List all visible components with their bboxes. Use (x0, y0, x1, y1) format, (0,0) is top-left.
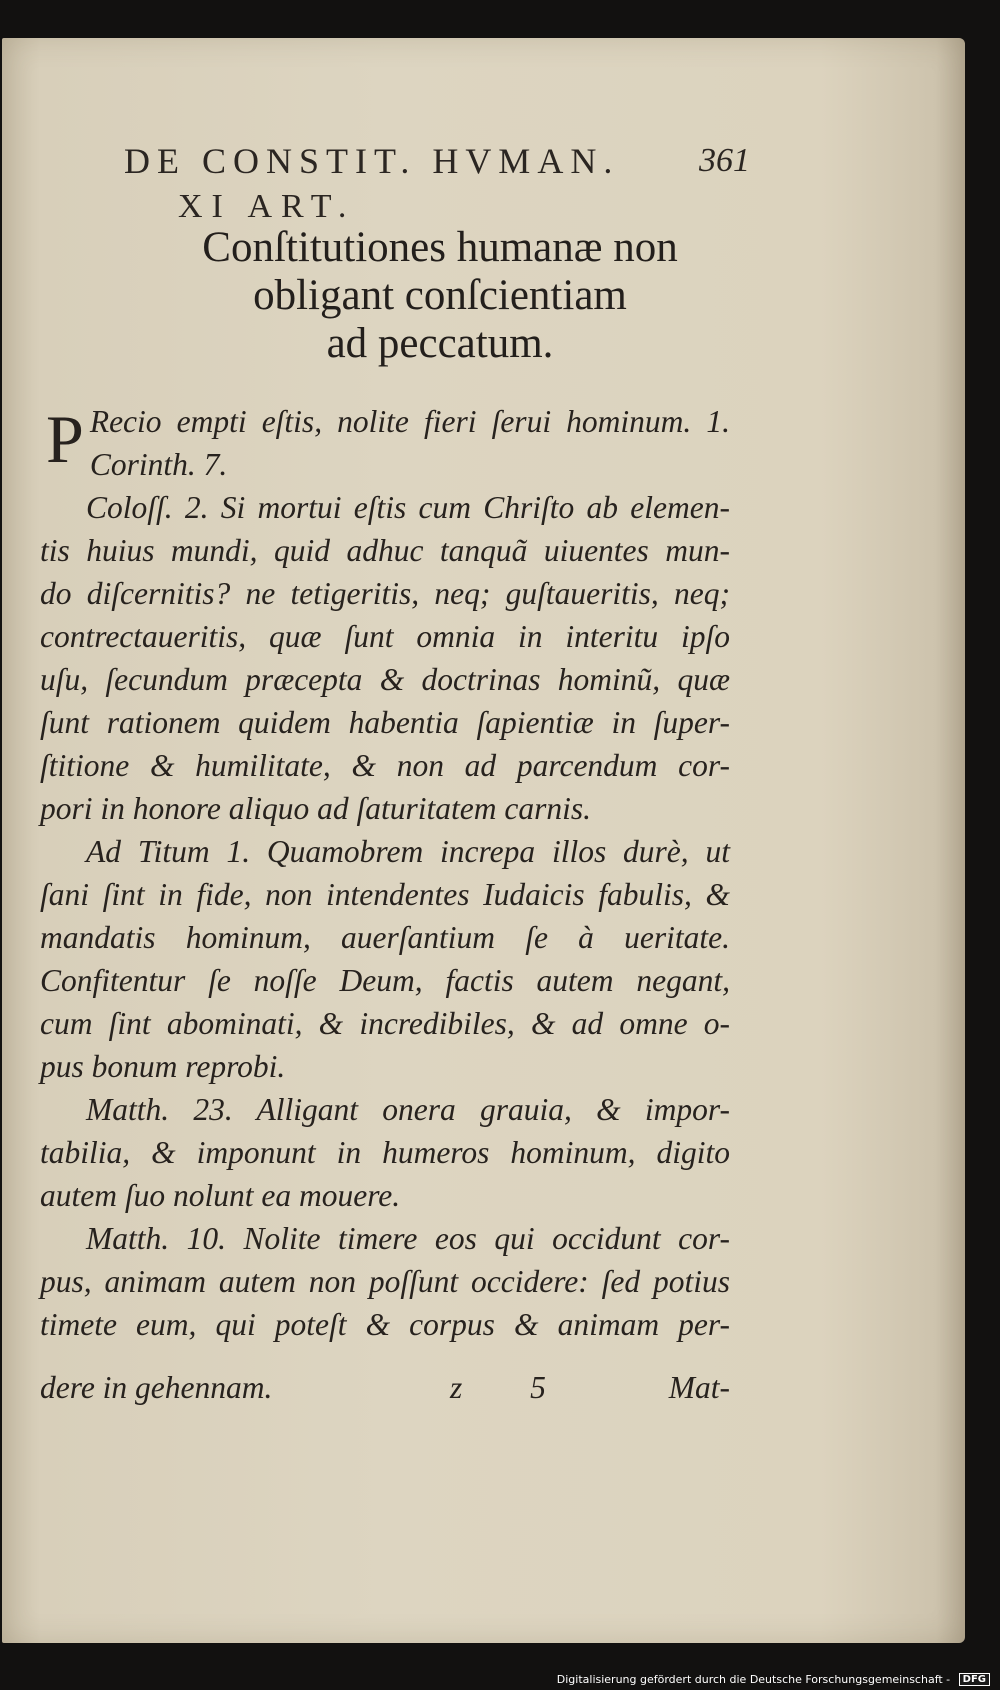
article-title (80, 224, 800, 368)
title-line: obligant conſcientiam (253, 272, 627, 319)
text-line: Coloſſ. 2. Si mortui eſtis cum Chriſto ab elemen- (86, 490, 730, 525)
text-line: Recio empti eſtis, nolite fieri ſerui hominum. 1. (89, 404, 730, 439)
text-line: contrectaueritis, quæ ſunt omnia in interitu ipſo (40, 619, 730, 654)
text-line: timete eum, qui poteſt & corpus & animam per- (40, 1307, 730, 1342)
signature-mark: z 5 (450, 1370, 576, 1405)
paragraph-3 (40, 830, 730, 873)
text-line: ſtitione & humilitate, & non ad parcendum cor- (40, 748, 730, 783)
text-line: Ad Titum 1. Quamobrem increpa illos durè, ut (86, 834, 730, 869)
credit-text: Digitalisierung gefördert durch die Deutsche Forschungsgemeinschaft - (556, 1672, 951, 1686)
catchword: Mat- (668, 1370, 730, 1405)
text-line: cum ſint abominati, & incredibiles, & ad omne o- (40, 1006, 730, 1041)
text-line: mandatis hominum, auerſantium ſe à ueritate. (40, 920, 730, 955)
text-line: Confitentur ſe noſſe Deum, factis autem negant, (40, 963, 730, 998)
text-line: Corinth. 7. (89, 447, 228, 482)
text-line: tis huius mundi, quid adhuc tanquã uiuentes mun- (40, 533, 730, 568)
paragraph-5-cont (40, 1260, 730, 1346)
text-line: Matth. 23. Alligant onera grauia, & impor- (86, 1092, 730, 1127)
text-line: uſu, ſecundum præcepta & doctrinas hominũ, quæ (40, 662, 730, 697)
text-line: Matth. 10. Nolite timere eos qui occidunt cor- (86, 1221, 730, 1256)
paragraph-4-cont (40, 1131, 730, 1217)
text-line: pori in honore aliquo ad ſaturitatem carnis. (40, 791, 591, 826)
body-text (40, 400, 730, 1346)
paragraph-4 (40, 1088, 730, 1131)
paragraph-5 (40, 1217, 730, 1260)
running-head: DE CONSTIT. HVMAN. (124, 141, 620, 181)
paragraph-2 (40, 486, 730, 529)
text-line: do diſcernitis? ne tetigeritis, neq; guſtaueritis, neq; (40, 576, 730, 611)
digitization-credit (557, 1673, 990, 1687)
paragraph-2-cont (40, 529, 730, 830)
title-line: ad peccatum. (326, 320, 554, 367)
last-line: dere in gehennam. (40, 1370, 273, 1405)
page-number: 361 (699, 142, 750, 179)
title-line: Conſtitutiones humanæ non (202, 224, 678, 271)
paragraph-1 (40, 400, 730, 486)
drop-cap: P (46, 401, 84, 477)
text-line: tabilia, & imponunt in humeros hominum, digito (40, 1135, 730, 1170)
page-footer (40, 1370, 730, 1406)
text-line: pus, animam autem non poſſunt occidere: ſed potius (40, 1264, 730, 1299)
paragraph-3-cont (40, 873, 730, 1088)
text-line: autem ſuo nolunt ea mouere. (40, 1178, 401, 1213)
article-number: XI ART. (178, 188, 356, 225)
text-line: ſani ſint in fide, non intendentes Iudaicis fabulis, & (40, 877, 730, 912)
text-line: ſunt rationem quidem habentia ſapientiæ in ſuper- (40, 705, 730, 740)
dfg-logo: DFG (959, 1673, 990, 1686)
page-header (120, 140, 750, 180)
text-line: pus bonum reprobi. (40, 1049, 286, 1084)
